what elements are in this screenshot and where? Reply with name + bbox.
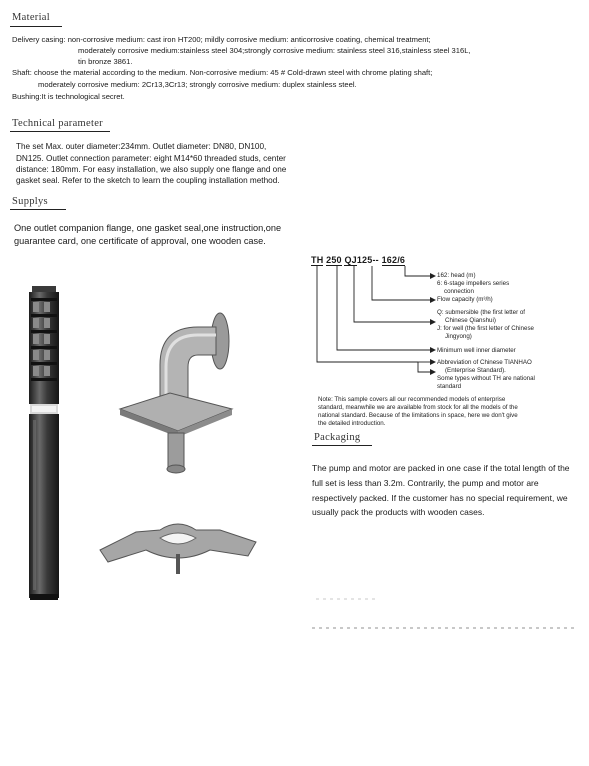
technical-heading-rule: [10, 131, 110, 132]
packaging-heading-rule: [312, 445, 372, 446]
packaging-line-3: respectively packed. If the customer has no special requirement, we: [312, 493, 568, 503]
material-shaft-line-2: moderately corrosive medium: 2Cr13,3Cr13; strongly corrosive medium: duplex stainless steel.: [38, 80, 357, 89]
outlet-elbow-fitting-image: [112, 305, 242, 485]
technical-line-2: DN125. Outlet connection parameter: eight M14*60 threaded studs, center: [16, 154, 286, 163]
material-delivery-casing-line-3: tin bronze 3861.: [78, 57, 133, 66]
submersible-pump-image: [24, 284, 64, 602]
label-j-2: Jingyong): [445, 333, 472, 340]
model-code-th: TH: [311, 255, 324, 265]
supplys-heading-rule: [10, 209, 66, 210]
model-code-flow: 125: [356, 255, 373, 265]
label-j-1: J: for well (the first letter of Chinese: [437, 325, 534, 332]
label-th-4: standard: [437, 383, 462, 390]
model-code-head: 250: [326, 255, 342, 265]
model-code-leader-lines: [300, 264, 440, 384]
label-head: 162: head (m): [437, 272, 476, 279]
technical-line-1: The set Max. outer diameter:234mm. Outlet diameter: DN80, DN100,: [16, 142, 267, 151]
packaging-line-4: usually pack the products with wooden cases.: [312, 507, 485, 517]
label-th-2: (Enterprise Standard).: [445, 367, 506, 374]
material-delivery-casing-line-1: Delivery casing: non-corrosive medium: cast iron HT200; mildly corrosive medium: anticorrosive coating, chemical treatment;: [12, 35, 431, 44]
label-q-2: Chinese Qianshui): [445, 317, 496, 324]
model-code-stage: 162/6: [381, 255, 406, 265]
model-code-separator: --: [372, 255, 379, 265]
technical-heading: Technical parameter: [12, 118, 103, 129]
scan-artifact-line: [312, 627, 574, 629]
scan-artifact: [316, 598, 376, 600]
supplys-heading: Supplys: [12, 196, 48, 207]
supplys-line-2: guarantee card, one certificate of approval, one wooden case.: [14, 236, 266, 246]
packaging-line-2: full set is less than 3.2m. Contrarily, the pump and motor are: [312, 478, 539, 488]
note-line-4: the detailed introduction.: [318, 420, 386, 427]
material-shaft-line-1: Shaft: choose the material according to the medium. Non-corrosive medium: 45 # Cold-drawn steel with chrome plating shaft;: [12, 68, 433, 77]
material-heading-rule: [10, 26, 62, 27]
model-code-q: QJ: [344, 255, 357, 265]
note-line-3: national standard. Because of the limitations in space, here we don't give: [318, 412, 518, 419]
pipe-clamp-image: [98, 510, 258, 580]
material-heading: Material: [12, 12, 50, 23]
note-line-1: Note: This sample covers all our recommended models of enterprise: [318, 396, 506, 403]
technical-line-3: distance: 180mm. For easy installation, we also supply one flange and one: [16, 165, 287, 174]
label-well: Minimum well inner diameter: [437, 347, 516, 354]
label-th-1: Abbreviation of Chinese TIANHAO: [437, 359, 532, 366]
technical-line-4: gasket seal. Refer to the sketch to learn the coupling installation method.: [16, 176, 280, 185]
label-stage-cont: connection: [444, 288, 474, 295]
note-line-2: standard, meanwhile we are available from stock for all the models of the: [318, 404, 518, 411]
supplys-line-1: One outlet companion flange, one gasket seal,one instruction,one: [14, 223, 282, 233]
label-th-3: Some types without TH are national: [437, 375, 535, 382]
material-delivery-casing-line-2: moderately corrosive medium:stainless steel 304;strongly corrosive medium: stainless steel 316,stainless steel 316L,: [78, 46, 471, 55]
packaging-line-1: The pump and motor are packed in one case if the total length of the: [312, 463, 570, 473]
label-stage: 6: 6-stage impellers series: [437, 280, 510, 287]
material-bushing-line: Bushing:It is technological secret.: [12, 92, 125, 101]
packaging-heading: Packaging: [314, 432, 361, 443]
label-q-1: Q: submersible (the first letter of: [437, 309, 526, 316]
label-flow: Flow capacity (m³/h): [437, 296, 493, 303]
